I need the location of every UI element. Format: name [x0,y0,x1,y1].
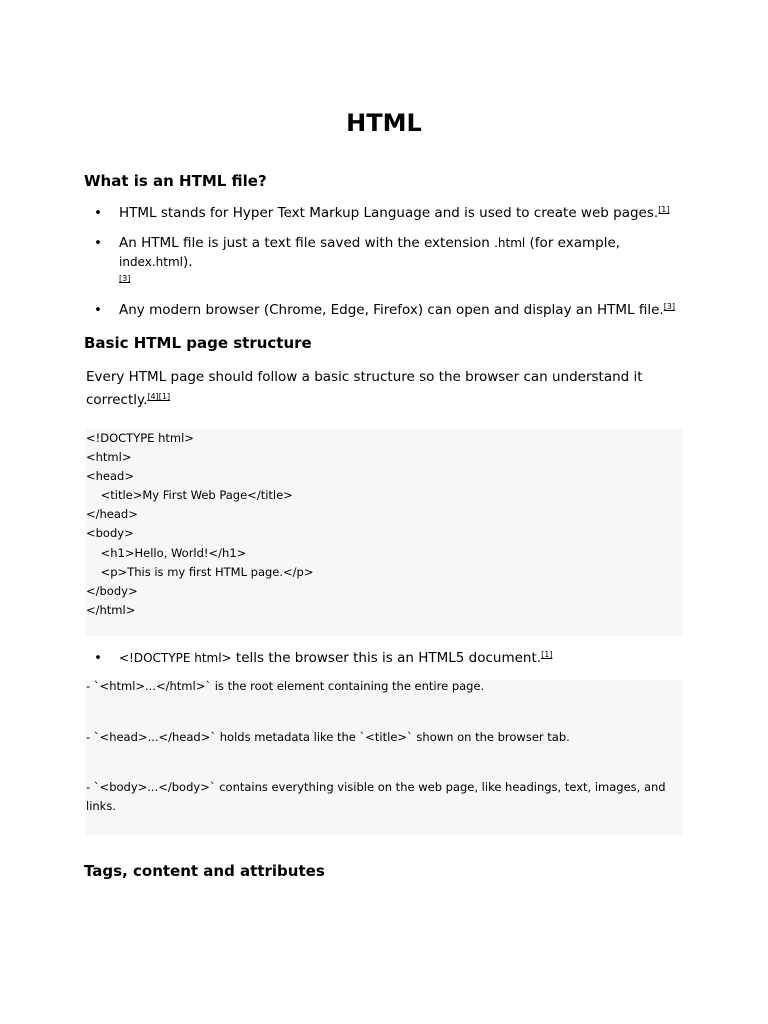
inline-code: .html [494,236,526,250]
code-line: <!DOCTYPE html> [86,431,194,445]
citation[interactable] [541,650,552,659]
citation[interactable] [658,205,669,214]
code-line: <p>This is my first HTML page.</p> [86,564,314,579]
citation[interactable] [119,273,684,285]
intro-bullet-list [84,204,684,331]
list-item [84,301,684,320]
page-title: HTML [346,109,422,137]
inline-code: index.html [119,255,183,269]
note-line: - `<body>...</body>` contains everything visible on the web page, like headings, text, images, and links. [86,780,666,813]
section-heading-what-is-html: What is an HTML file? [84,172,267,190]
code-line: </head> [86,507,138,522]
citation-link[interactable]: [1] [658,205,670,214]
citation-link[interactable]: [1] [158,392,171,401]
doctype-bullet-list [84,649,684,668]
bullet-text: An HTML file is just a text file saved with the extension [119,235,495,251]
code-line: <head> [86,469,134,484]
bullet-text: (for example, [525,235,621,251]
list-item [84,204,684,223]
code-block [86,429,682,636]
citation[interactable] [147,392,170,401]
citation-link[interactable]: [3] [663,302,676,311]
code-line: <title>My First Web Page</title> [86,488,293,503]
paragraph-text: Every HTML page should follow a basic structure so the browser can understand it correctly. [86,369,643,408]
list-item [84,649,684,668]
code-line: <h1>Hello, World!</h1> [86,545,247,560]
code-line: <body> [86,526,134,541]
bullet-text: Any modern browser (Chrome, Edge, Firefox) can open and display an HTML file. [119,302,664,318]
note-line: - `<head>...</head>` holds metadata like the `<title>` shown on the browser tab. [86,730,570,744]
section-heading-basic-structure: Basic HTML page structure [84,334,312,352]
code-line: </body> [86,583,138,598]
inline-code: <!DOCTYPE html> [119,651,232,665]
structure-paragraph [86,366,676,412]
citation-link[interactable]: [3] [119,274,131,283]
bullet-text: HTML stands for Hyper Text Markup Language and is used to create web pages. [119,205,659,221]
citation-link[interactable]: [4] [147,392,159,401]
code-line: </html> [86,602,136,617]
citation-link[interactable]: [1] [541,650,553,659]
bullet-text: ). [182,254,193,270]
citation[interactable] [664,302,675,311]
bullet-text: tells the browser this is an HTML5 document. [231,650,542,666]
section-heading-tags: Tags, content and attributes [84,862,325,880]
list-item [84,234,684,285]
code-line: <html> [86,450,132,465]
notes-block [86,680,682,835]
note-line: - `<html>...</html>` is the root element containing the entire page. [86,679,485,693]
